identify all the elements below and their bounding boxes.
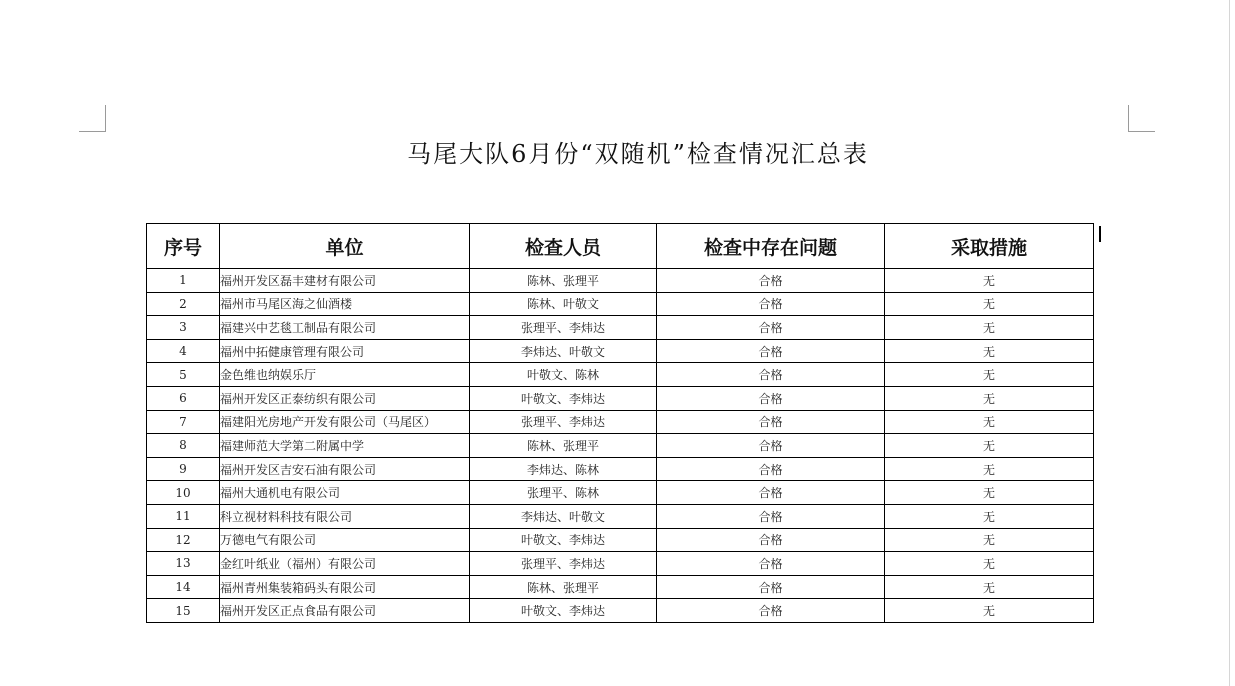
cell-unit[interactable]: 金色维也纳娱乐厅: [220, 363, 470, 387]
cell-index[interactable]: 12: [147, 528, 220, 552]
page-margin-corner-top-right: [1128, 105, 1155, 132]
cell-index[interactable]: 6: [147, 386, 220, 410]
cell-issues[interactable]: 合格: [657, 363, 885, 387]
cell-issues[interactable]: 合格: [657, 575, 885, 599]
cell-unit[interactable]: 福州开发区正泰纺织有限公司: [220, 386, 470, 410]
document-title[interactable]: 马尾大队6月份“双随机”检查情况汇总表: [407, 140, 869, 168]
cell-issues[interactable]: 合格: [657, 599, 885, 623]
cell-measures[interactable]: 无: [885, 528, 1094, 552]
page-margin-corner-top-left: [79, 105, 106, 132]
table-row: [147, 434, 1094, 458]
cell-issues[interactable]: 合格: [657, 457, 885, 481]
table-row: [147, 457, 1094, 481]
table-row: [147, 599, 1094, 623]
header-issues[interactable]: 检查中存在问题: [657, 224, 885, 269]
cell-measures[interactable]: 无: [885, 457, 1094, 481]
cell-index[interactable]: 9: [147, 457, 220, 481]
cell-unit[interactable]: 福州大通机电有限公司: [220, 481, 470, 505]
cell-index[interactable]: 4: [147, 339, 220, 363]
cell-unit[interactable]: 福州开发区正点食品有限公司: [220, 599, 470, 623]
table-row: [147, 269, 1094, 293]
cell-issues[interactable]: 合格: [657, 481, 885, 505]
cell-inspectors[interactable]: 李炜达、叶敬文: [470, 504, 657, 528]
cell-index[interactable]: 11: [147, 504, 220, 528]
cell-inspectors[interactable]: 叶敬文、李炜达: [470, 599, 657, 623]
table-row: [147, 316, 1094, 340]
cell-measures[interactable]: 无: [885, 481, 1094, 505]
cell-issues[interactable]: 合格: [657, 434, 885, 458]
inspection-summary-table[interactable]: [146, 223, 1094, 623]
table-row: [147, 292, 1094, 316]
cell-unit[interactable]: 金红叶纸业（福州）有限公司: [220, 552, 470, 576]
cell-measures[interactable]: 无: [885, 410, 1094, 434]
cell-measures[interactable]: 无: [885, 434, 1094, 458]
cell-inspectors[interactable]: 张理平、李炜达: [470, 552, 657, 576]
cell-inspectors[interactable]: 叶敬文、李炜达: [470, 386, 657, 410]
header-measures[interactable]: 采取措施: [885, 224, 1094, 269]
cell-measures[interactable]: 无: [885, 316, 1094, 340]
cell-issues[interactable]: 合格: [657, 316, 885, 340]
cell-unit[interactable]: 福州市马尾区海之仙酒楼: [220, 292, 470, 316]
cell-inspectors[interactable]: 陈林、叶敬文: [470, 292, 657, 316]
cell-index[interactable]: 7: [147, 410, 220, 434]
cell-inspectors[interactable]: 李炜达、陈林: [470, 457, 657, 481]
cell-inspectors[interactable]: 陈林、张理平: [470, 269, 657, 293]
cell-issues[interactable]: 合格: [657, 410, 885, 434]
cell-measures[interactable]: 无: [885, 504, 1094, 528]
cell-index[interactable]: 5: [147, 363, 220, 387]
table-row: [147, 410, 1094, 434]
cell-inspectors[interactable]: 张理平、李炜达: [470, 316, 657, 340]
cell-inspectors[interactable]: 陈林、张理平: [470, 434, 657, 458]
cell-measures[interactable]: 无: [885, 386, 1094, 410]
cell-unit[interactable]: 福州开发区吉安石油有限公司: [220, 457, 470, 481]
cell-inspectors[interactable]: 张理平、陈林: [470, 481, 657, 505]
cell-index[interactable]: 2: [147, 292, 220, 316]
cell-unit[interactable]: 万德电气有限公司: [220, 528, 470, 552]
cell-measures[interactable]: 无: [885, 599, 1094, 623]
cell-index[interactable]: 14: [147, 575, 220, 599]
cell-measures[interactable]: 无: [885, 339, 1094, 363]
table-row: [147, 552, 1094, 576]
cell-index[interactable]: 15: [147, 599, 220, 623]
cell-issues[interactable]: 合格: [657, 552, 885, 576]
cell-measures[interactable]: 无: [885, 292, 1094, 316]
table-row: [147, 575, 1094, 599]
cell-inspectors[interactable]: 张理平、李炜达: [470, 410, 657, 434]
table-row: [147, 363, 1094, 387]
table-row: [147, 528, 1094, 552]
cell-index[interactable]: 13: [147, 552, 220, 576]
cell-issues[interactable]: 合格: [657, 339, 885, 363]
text-cursor: [1099, 226, 1101, 242]
cell-issues[interactable]: 合格: [657, 528, 885, 552]
cell-index[interactable]: 1: [147, 269, 220, 293]
header-index[interactable]: 序号: [147, 224, 220, 269]
cell-index[interactable]: 10: [147, 481, 220, 505]
cell-unit[interactable]: 科立视材料科技有限公司: [220, 504, 470, 528]
table-row: [147, 481, 1094, 505]
table-row: [147, 339, 1094, 363]
cell-unit[interactable]: 福州开发区磊丰建材有限公司: [220, 269, 470, 293]
cell-unit[interactable]: 福州青州集装箱码头有限公司: [220, 575, 470, 599]
cell-issues[interactable]: 合格: [657, 292, 885, 316]
cell-issues[interactable]: 合格: [657, 504, 885, 528]
cell-issues[interactable]: 合格: [657, 386, 885, 410]
cell-unit[interactable]: 福建师范大学第二附属中学: [220, 434, 470, 458]
cell-issues[interactable]: 合格: [657, 269, 885, 293]
cell-inspectors[interactable]: 李炜达、叶敬文: [470, 339, 657, 363]
table-row: [147, 386, 1094, 410]
cell-unit[interactable]: 福建兴中艺毯工制品有限公司: [220, 316, 470, 340]
cell-index[interactable]: 3: [147, 316, 220, 340]
cell-inspectors[interactable]: 叶敬文、陈林: [470, 363, 657, 387]
cell-inspectors[interactable]: 叶敬文、李炜达: [470, 528, 657, 552]
table-row: [147, 504, 1094, 528]
cell-measures[interactable]: 无: [885, 363, 1094, 387]
header-inspectors[interactable]: 检查人员: [470, 224, 657, 269]
cell-measures[interactable]: 无: [885, 552, 1094, 576]
cell-unit[interactable]: 福州中拓健康管理有限公司: [220, 339, 470, 363]
cell-unit[interactable]: 福建阳光房地产开发有限公司（马尾区）: [220, 410, 470, 434]
cell-inspectors[interactable]: 陈林、张理平: [470, 575, 657, 599]
header-unit[interactable]: 单位: [220, 224, 470, 269]
cell-measures[interactable]: 无: [885, 575, 1094, 599]
cell-measures[interactable]: 无: [885, 269, 1094, 293]
cell-index[interactable]: 8: [147, 434, 220, 458]
table-header-row: [147, 224, 1094, 269]
page-right-edge: [1229, 0, 1230, 686]
